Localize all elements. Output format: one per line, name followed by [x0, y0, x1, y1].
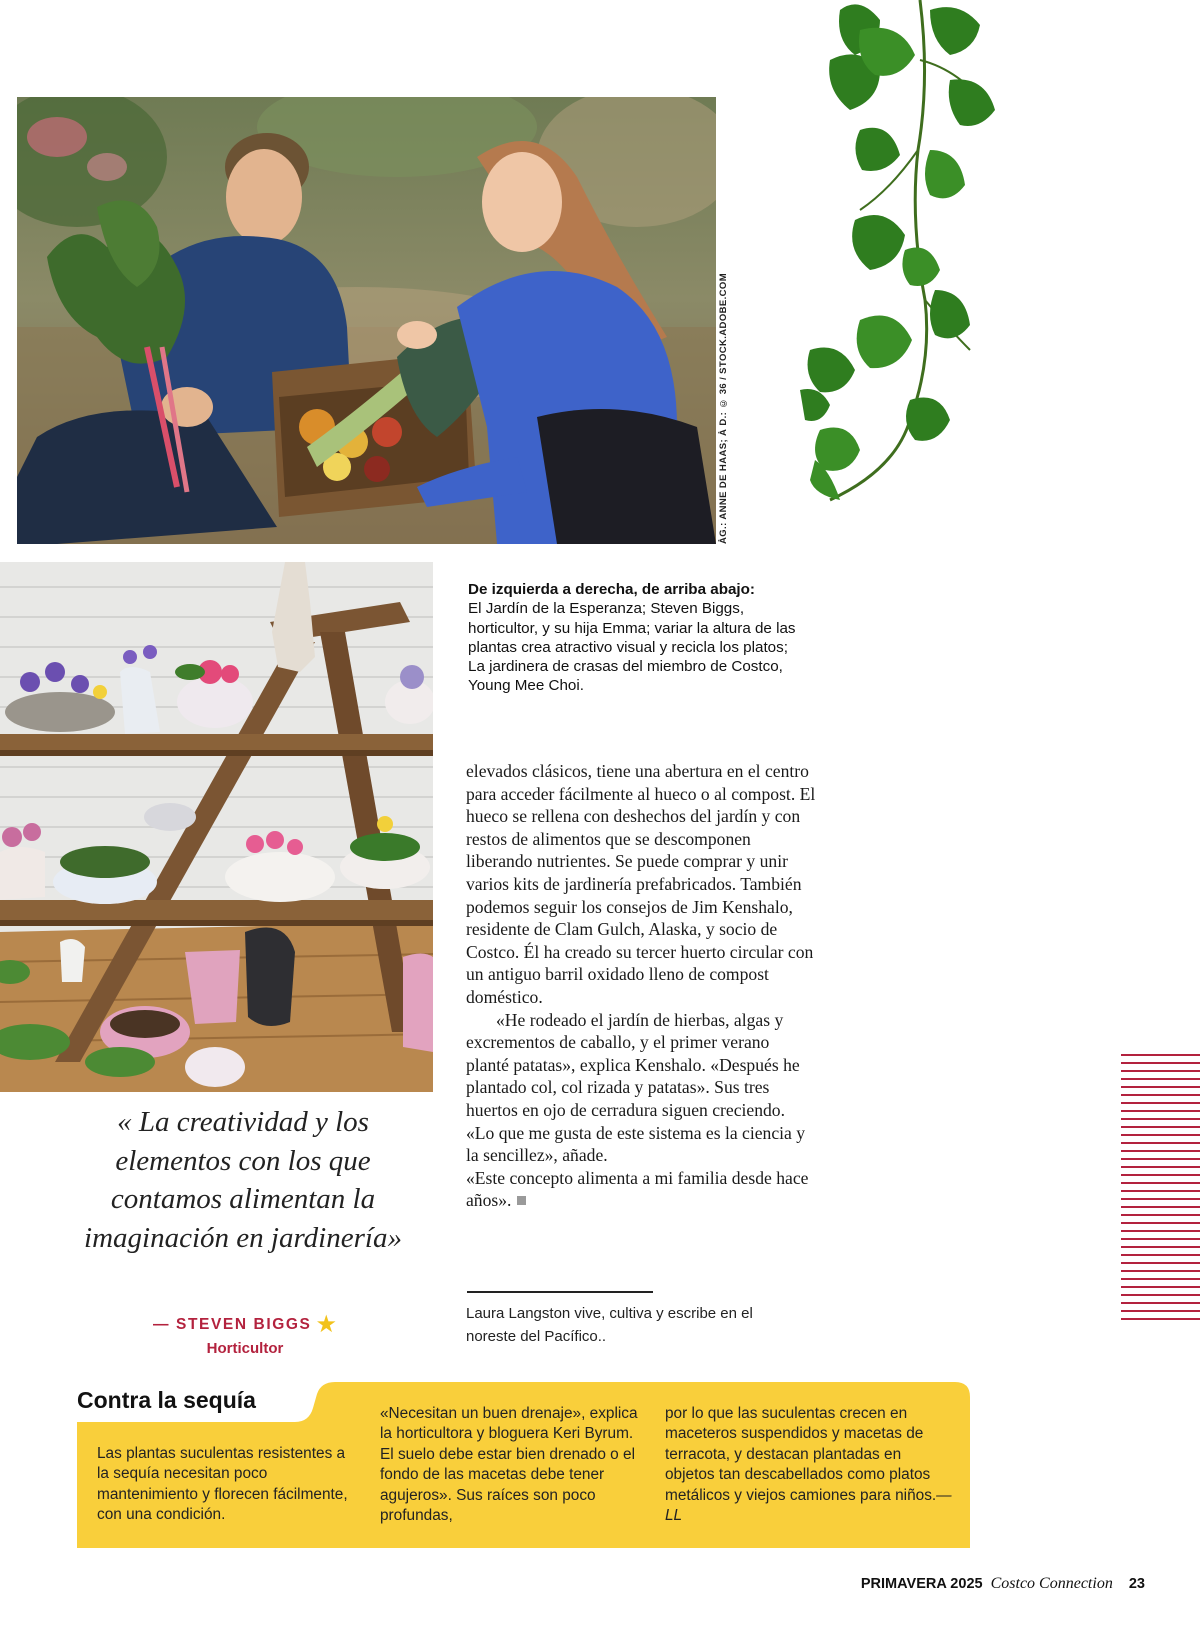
bio-divider: [467, 1291, 653, 1293]
photo-caption: [468, 580, 798, 696]
page-number: 23: [1128, 1576, 1145, 1592]
author-bio: Laura Langston vive, cultiva y escribe en el noreste del Pacífico..: [466, 1305, 753, 1345]
hanging-vine-illustration: [800, 0, 1050, 505]
caption-text: El Jardín de la Esperanza; Steven Biggs, horticultor, y su hija Emma; variar la altura de las plantas crea atractivo visual y recicla los platos; La jardinera de crasas del miembro de Costco, Young Mee Choi.: [468, 600, 796, 695]
body-paragraph-3: [466, 1167, 816, 1212]
body-paragraph-2: «He rodeado el jardín de hierbas, algas y excrementos de caballo, y el primer verano planté patatas», explica Kenshalo. «Después he plantado col, col rizada y patatas». Sus tres huertos en ojo de cerradura siguen creciendo. «Lo que me gusta de este sistema es la ciencia y la sencillez», añade.: [466, 1009, 806, 1166]
sidebar-column-1: Las plantas suculentas resistentes a la sequía necesitan poco mantenimiento y florecen fácilmente, con una condición.: [97, 1445, 348, 1524]
sidebar-column-3: [665, 1404, 955, 1526]
sidebar-column-3-text: por lo que las suculentas crecen en maceteros suspendidos y macetas de terracota, y destacan plantadas en objetos tan descabellados como platos metálicos y viejos camiones para niños.: [665, 1405, 937, 1504]
article-body: [466, 760, 816, 1212]
page-footer: [861, 1575, 1145, 1593]
quote-author-name: — STEVEN BIGGS: [153, 1316, 312, 1333]
footer-magazine: Costco Connection: [990, 1575, 1113, 1592]
body-paragraph-3-text: «Este concepto alimenta a mi familia desde hace años».: [466, 1167, 809, 1211]
sidebar-column-2: «Necesitan un buen drenaje», explica la horticultora y bloguera Keri Byrum. El suelo debe estar bien drenado o el fondo de las macetas debe tener agujeros». Sus raíces son poco profundas,: [380, 1405, 638, 1525]
sidebar-signature: —LL: [665, 1486, 952, 1525]
photo-ladder-shelf-planters: [0, 562, 433, 1092]
body-paragraph-1: elevados clásicos, tiene una abertura en el centro para acceder fácilmente al hueco o al compost. El hueco se rellena con deshechos del jardín y con restos de alimentos que se descomponen liberando nutrientes. Se puede comprar y unir varios kits de jardinería prefabricados. También podemos seguir los consejos de Jim Kenshalo, residente de Clam Gulch, Alaska, y socio de Costco. Él ha creado su tercer huerto circular con un antiguo barril oxidado lleno de compost doméstico.: [466, 761, 816, 1007]
pull-quote: « La creatividad y los elementos con los que contamos alimentan la imaginación en jardinería»: [84, 1106, 402, 1254]
photo-credit: ÀG.: ANNE DE HAAS; À D.: © 36 / STOCK.ADOBE.COM: [718, 272, 729, 544]
photo-father-daughter-harvest: [17, 97, 716, 544]
caption-heading: De izquierda a derecha, de arriba abajo:: [468, 581, 755, 598]
pull-quote-attribution: [100, 1310, 390, 1357]
star-icon: ★: [315, 1311, 337, 1338]
end-mark-icon: [517, 1196, 526, 1205]
sidebar-drought: [77, 1382, 970, 1548]
sidebar-title: Contra la sequía: [77, 1387, 256, 1413]
quote-author-role: Horticultor: [206, 1340, 284, 1357]
decorative-stripes: [1121, 1054, 1200, 1320]
footer-season: PRIMAVERA 2025: [860, 1576, 983, 1592]
